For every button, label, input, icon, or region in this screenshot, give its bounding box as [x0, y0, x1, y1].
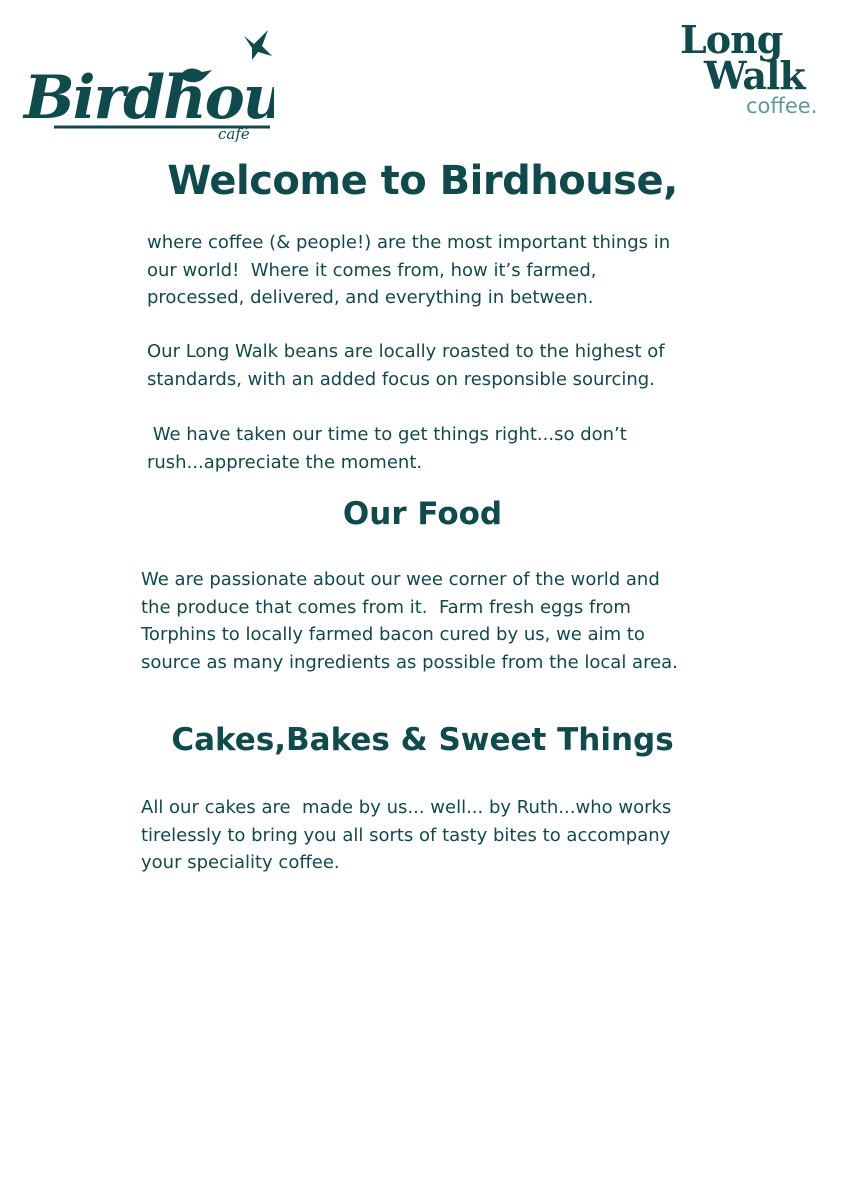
welcome-paragraph-3: [147, 421, 627, 476]
birdhouse-logo-sub: café: [218, 125, 250, 143]
text-line: processed, delivered, and everything in between.: [147, 287, 594, 308]
cakes-heading: Cakes,Bakes & Sweet Things: [171, 722, 674, 758]
text-line: All our cakes are made by us... well... by Ruth...who works: [141, 797, 672, 818]
birdhouse-cafe-logo: [22, 26, 274, 146]
text-line: tirelessly to bring you all sorts of tasty bites to accompany: [141, 824, 671, 846]
long-walk-coffee-logo: [680, 17, 830, 122]
bird-icon: [244, 30, 272, 60]
text-line: our world! Where it comes from, how it’s farmed,: [147, 259, 597, 281]
welcome-title: Welcome to Birdhouse,: [167, 158, 678, 204]
food-heading: Our Food: [342, 496, 503, 532]
welcome-paragraph-1: [147, 229, 670, 312]
text-line: your speciality coffee.: [141, 852, 340, 873]
text-line: where coffee (& people!) are the most important things in: [147, 232, 671, 253]
long-walk-logo-coffee: coffee.: [746, 94, 818, 118]
birdhouse-logo-text: Birdho: [24, 63, 243, 133]
text-line: Our Long Walk beans are locally roasted to the highest of: [147, 341, 665, 362]
long-walk-logo-line1: Long: [680, 17, 783, 62]
cakes-paragraph: [141, 794, 671, 877]
text-line: source as many ingredients as possible from the local area.: [141, 651, 678, 673]
text-line: Torphins to locally farmed bacon cured by us, we aim to: [141, 624, 645, 645]
text-line: standards, with an added focus on responsible sourcing.: [147, 368, 655, 390]
welcome-paragraph-2: [147, 338, 665, 393]
text-line: rush...appreciate the moment.: [147, 451, 423, 473]
text-line: the produce that comes from it. Farm fresh eggs from: [141, 596, 631, 618]
food-paragraph: [141, 566, 678, 676]
text-line: We have taken our time to get things right...so don’t: [147, 424, 627, 445]
long-walk-logo-line2: Walk: [704, 53, 805, 98]
text-line: We are passionate about our wee corner of the world and: [141, 569, 660, 590]
